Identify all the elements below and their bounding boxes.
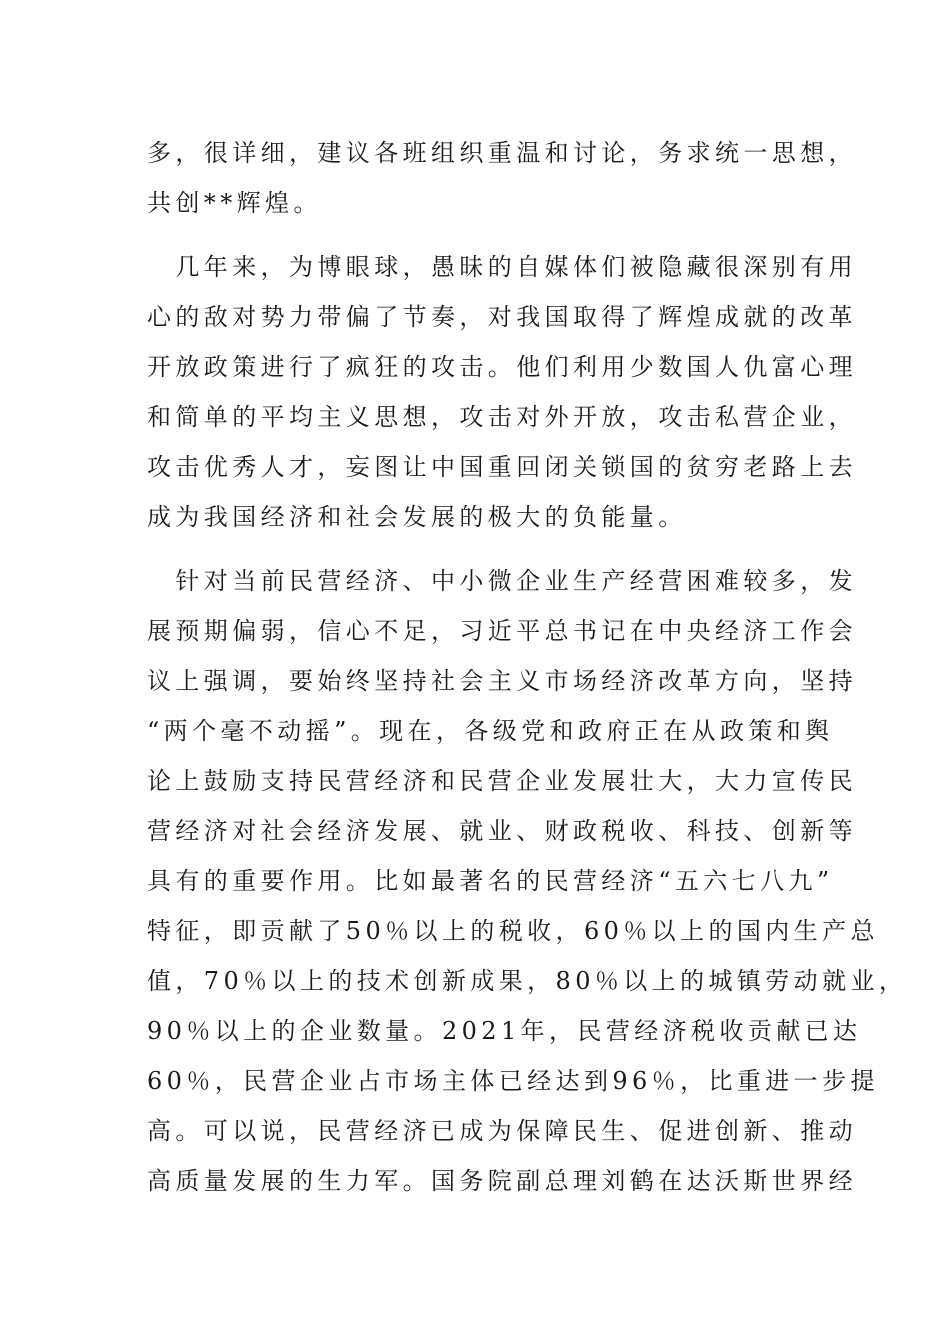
text-line: 多，很详细，建议各班组织重温和讨论，务求统一思想， bbox=[147, 139, 857, 167]
text-line: 几年来，为博眼球，愚昧的自媒体们被隐藏很深别有用 bbox=[147, 253, 857, 281]
text-line: 共创**辉煌。 bbox=[147, 189, 322, 217]
text-line: 营经济对社会经济发展、就业、财政税收、科技、创新等 bbox=[147, 817, 857, 845]
paragraph-2 bbox=[147, 242, 857, 542]
text-line: 展预期偏弱，信心不足，习近平总书记在中央经济工作会 bbox=[147, 617, 857, 645]
paragraph-1 bbox=[147, 128, 857, 228]
text-line: 开放政策进行了疯狂的攻击。他们利用少数国人仇富心理 bbox=[147, 353, 857, 381]
text-line: 成为我国经济和社会发展的极大的负能量。 bbox=[147, 503, 687, 531]
text-line: 高质量发展的生力军。国务院副总理刘鹤在达沃斯世界经 bbox=[147, 1167, 857, 1195]
text-line: 和简单的平均主义思想，攻击对外开放，攻击私营企业， bbox=[147, 403, 857, 431]
text-line: 特征，即贡献了50％以上的税收，60％以上的国内生产总 bbox=[147, 917, 879, 945]
text-line: 具有的重要作用。比如最著名的民营经济“五六七八九” bbox=[147, 867, 834, 895]
paragraph-gap bbox=[147, 542, 807, 556]
text-line: 心的敌对势力带偏了节奏，对我国取得了辉煌成就的改革 bbox=[147, 303, 857, 331]
text-line: 值，70％以上的技术创新成果，80％以上的城镇劳动就业， bbox=[147, 967, 908, 995]
paragraph-3 bbox=[147, 556, 908, 1206]
text-line: 60％，民营企业占市场主体已经达到96％，比重进一步提 bbox=[147, 1067, 879, 1095]
text-line: “两个毫不动摇”。现在，各级党和政府正在从政策和舆 bbox=[147, 717, 834, 745]
text-line: 90％以上的企业数量。2021年，民营经济税收贡献已达 bbox=[147, 1017, 862, 1045]
text-line: 高。可以说，民营经济已成为保障民生、促进创新、推动 bbox=[147, 1117, 857, 1145]
text-line: 攻击优秀人才，妄图让中国重回闭关锁国的贫穷老路上去 bbox=[147, 453, 857, 481]
text-line: 议上强调，要始终坚持社会主义市场经济改革方向，坚持 bbox=[147, 667, 857, 695]
document-body bbox=[147, 128, 908, 1206]
paragraph-gap bbox=[147, 228, 807, 242]
text-line: 针对当前民营经济、中小微企业生产经营困难较多，发 bbox=[147, 567, 857, 595]
text-line: 论上鼓励支持民营经济和民营企业发展壮大，大力宣传民 bbox=[147, 767, 857, 795]
